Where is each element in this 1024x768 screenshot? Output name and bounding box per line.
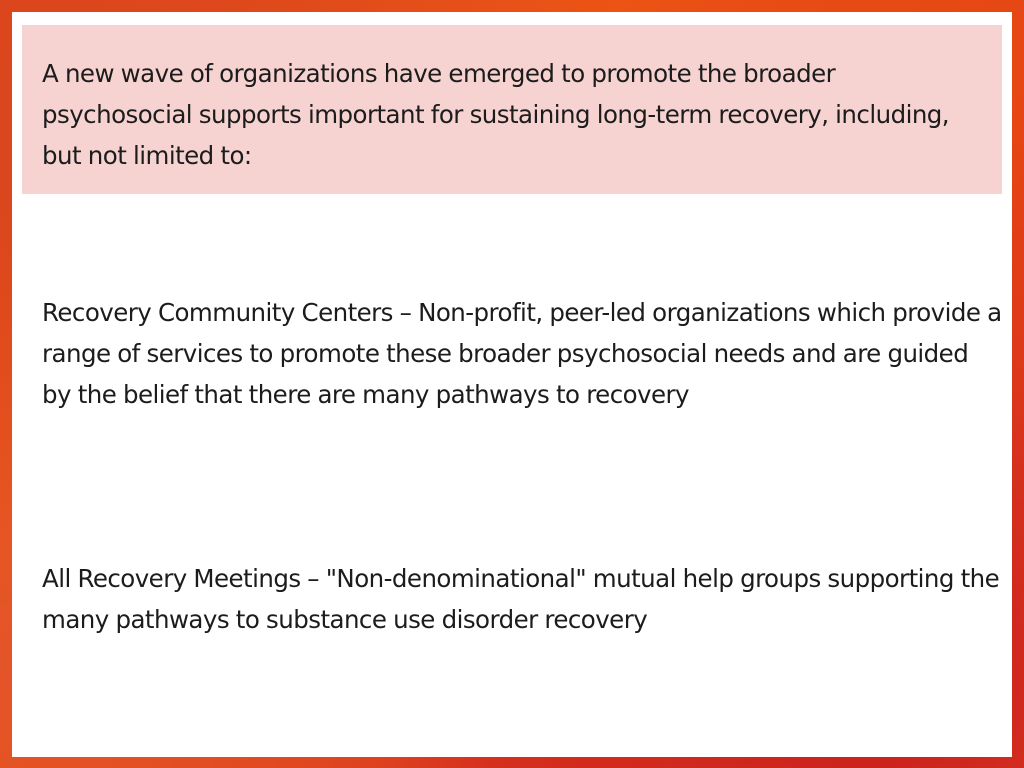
item-all-recovery-meetings: All Recovery Meetings – "Non-denominational" mutual help groups supporting the many pathways to substance use disorder recovery	[42, 564, 1000, 634]
intro-text: A new wave of organizations have emerged to promote the broader psychosocial supports important for sustaining long-term recovery, including, but not limited to:	[42, 59, 950, 170]
item-recovery-community-centers: Recovery Community Centers – Non-profit, peer-led organizations which provide a range of services to promote these broader psychosocial needs and are guided by the belief that there are many pathways to recovery	[42, 298, 1002, 409]
intro-box	[22, 25, 1002, 194]
slide-frame	[12, 12, 1012, 757]
